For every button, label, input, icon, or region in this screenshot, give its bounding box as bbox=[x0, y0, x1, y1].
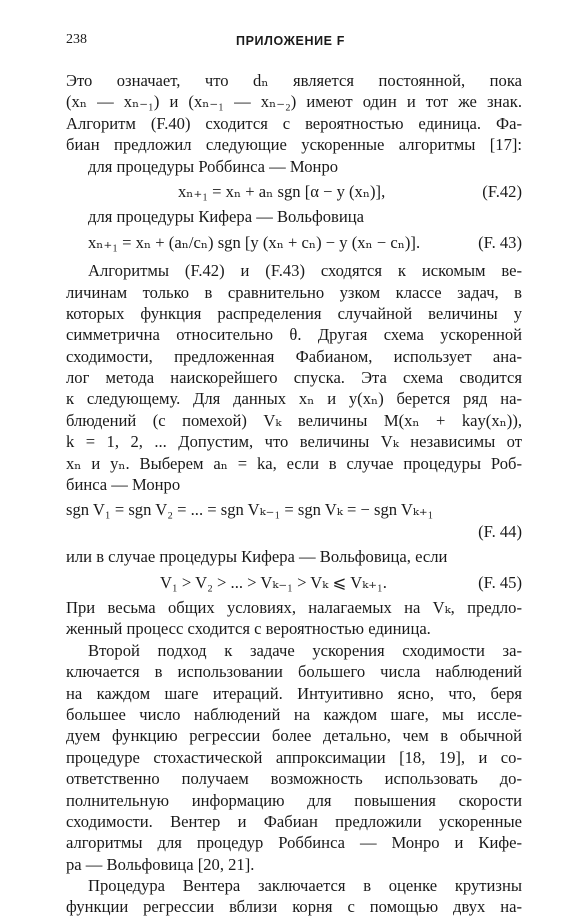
text-line: которых функция распределения случайной величины y bbox=[66, 303, 522, 323]
equation-f44: sgn V₁ = sgn V₂ = ... = sgn Vₖ₋₁ = sgn Vₖ = − sgn Vₖ₊₁ bbox=[66, 500, 434, 520]
equation-formula: xₙ₊₁ = xₙ + (aₙ/cₙ) sgn [y (xₙ + cₙ) − y (xₙ − cₙ)]. bbox=[88, 232, 421, 252]
text-line: Это означает, что dₙ является постоянной, пока bbox=[66, 71, 522, 90]
text-line: для процедуры Кифера — Вольфовица bbox=[88, 207, 364, 227]
text-line: биан предложил следующие ускоренные алгоритмы [17]: bbox=[66, 135, 522, 155]
text-line: процедуре стохастической аппроксимации [18, 19], и со- bbox=[66, 747, 522, 767]
equation-number: (F.42) bbox=[482, 181, 522, 201]
text-line: ответственно получаем возможность использовать до- bbox=[66, 769, 522, 789]
text-line: бинса — Монро bbox=[66, 475, 181, 495]
text-line: (xₙ — xₙ₋₁) и (xₙ₋₁ — xₙ₋₂) имеют один и тот же знак. bbox=[66, 92, 522, 112]
text-line: лог метода наискорейшего спуска. Эта схема сводится bbox=[66, 368, 522, 388]
text-line: При весьма общих условиях, налагаемых на Vₖ, предло- bbox=[66, 597, 522, 617]
text-line: xₙ и yₙ. Выберем aₙ = ka, если в случае процедуры Роб- bbox=[66, 453, 522, 473]
text-line: блюдений (с помехой) Vₖ величины M(xₙ + kay(xₙ)), bbox=[66, 410, 522, 430]
equation-formula: V₁ > V₂ > ... > Vₖ₋₁ > Vₖ ⩽ Vₖ₊₁. bbox=[160, 572, 387, 592]
text-line: сходимости. Вентер и Фабиан предложили ускоренные bbox=[66, 811, 522, 831]
equation-formula: xₙ₊₁ = xₙ + aₙ sgn [α − y (xₙ)], bbox=[178, 181, 386, 201]
equation-f44-number-line bbox=[66, 521, 522, 542]
equation-number: (F. 44) bbox=[478, 521, 522, 541]
text-line: женный процесс сходится с вероятностью единица. bbox=[66, 619, 431, 639]
text-line: личинам только в сравнительно узком классе задач, в bbox=[66, 282, 522, 302]
equation-f43 bbox=[66, 232, 522, 253]
page-body bbox=[66, 70, 522, 918]
equation-number: (F. 43) bbox=[478, 232, 522, 252]
text-line: Алгоритмы (F.42) и (F.43) сходятся к искомым ве- bbox=[88, 261, 522, 281]
equation-number: (F. 45) bbox=[478, 572, 522, 592]
text-line: Второй подход к задаче ускорения сходимости за- bbox=[88, 640, 522, 660]
text-line: симметрична относительно θ. Другая схема ускоренной bbox=[66, 325, 522, 345]
text-line: k = 1, 2, ... Допустим, что величины Vₖ независимы от bbox=[66, 432, 522, 452]
text-line: дуем функцию регрессии более детально, чем в обычной bbox=[66, 726, 522, 746]
text-line: ра — Вольфовица [20, 21]. bbox=[66, 854, 255, 874]
page-number: 238 bbox=[66, 32, 87, 47]
text-line: функции регрессии вблизи корня с помощью двух на- bbox=[66, 897, 522, 917]
equation-f42 bbox=[66, 181, 522, 202]
text-line: на каждом шаге итераций. Интуитивно ясно, что, беря bbox=[66, 683, 522, 703]
text-line: ключается в использовании большего числа наблюдений bbox=[66, 662, 522, 682]
running-title: ПРИЛОЖЕНИЕ F bbox=[236, 34, 345, 48]
text-line: большее число наблюдений на каждом шаге, мы иссле- bbox=[66, 704, 522, 724]
equation-f45 bbox=[66, 572, 522, 593]
text-line: Процедура Вентера заключается в оценке крутизны bbox=[88, 876, 522, 896]
text-line: для процедуры Роббинса — Монро bbox=[88, 156, 339, 176]
text-line: сходимости, предложенная Фабианом, использует ана- bbox=[66, 346, 522, 366]
text-line: полнительную информацию для повышения скорости bbox=[66, 790, 522, 810]
text-line: алгоритмы для процедур Роббинса — Монро и Кифе- bbox=[66, 833, 522, 853]
text-line: или в случае процедуры Кифера — Вольфовица, если bbox=[66, 547, 448, 567]
text-line: Алгоритм (F.40) сходится с вероятностью единица. Фа- bbox=[66, 113, 522, 133]
text-line: к следующему. Для данных xₙ и y(xₙ) берется ряд на- bbox=[66, 389, 522, 409]
